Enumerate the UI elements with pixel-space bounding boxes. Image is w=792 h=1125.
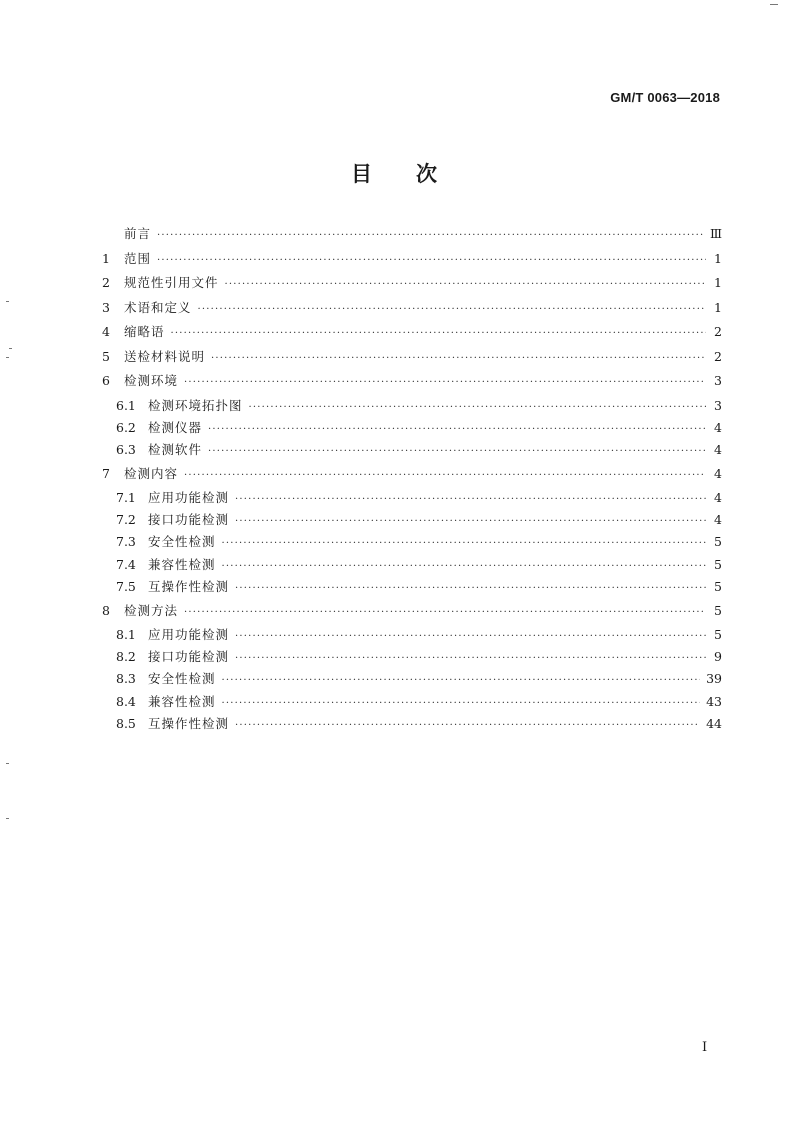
toc-entry-number: 3: [102, 299, 110, 315]
toc-entry-label: 互操作性检测: [148, 715, 230, 731]
toc-entry-label: 送检材料说明: [124, 348, 206, 364]
scan-speck: [6, 818, 9, 819]
toc-entry-label: 检测环境: [124, 373, 179, 388]
scan-speck: [6, 357, 9, 358]
toc-subentry[interactable]: [102, 625, 722, 647]
toc-subentry[interactable]: [102, 669, 722, 691]
toc-entry-number: 8: [102, 602, 110, 618]
toc-entry-page: 3: [714, 373, 722, 388]
toc-entry-number: 8.4: [116, 693, 136, 709]
toc-entry-page: 1: [714, 299, 722, 315]
toc-entry-label: 应用功能检测: [148, 627, 230, 643]
dot-leader: [184, 607, 706, 621]
toc-entry-number: 6: [102, 373, 110, 388]
toc-entry-label: 规范性引用文件: [124, 275, 219, 290]
dot-leader: [225, 279, 706, 293]
toc-subentry[interactable]: [102, 577, 722, 599]
toc-entry-label: 缩略语: [124, 324, 165, 339]
toc-entry-number: 7.1: [116, 490, 136, 506]
dot-leader: [184, 377, 706, 391]
page-title: 目次: [351, 162, 481, 186]
toc-entry[interactable]: [102, 347, 722, 372]
scan-speck: [770, 4, 778, 5]
toc-entry-number: 8.2: [116, 649, 136, 665]
dot-leader: [235, 653, 706, 667]
toc-subentry[interactable]: [102, 488, 722, 510]
toc-entry-page: 2: [714, 348, 722, 364]
toc-entry-number: 4: [102, 324, 110, 339]
dot-leader: [249, 402, 706, 416]
toc-entry[interactable]: [102, 601, 722, 626]
toc-entry-number: 6.2: [116, 419, 136, 435]
dot-leader: [184, 470, 706, 484]
toc-entry-page: 44: [706, 715, 722, 731]
toc-entry[interactable]: [102, 224, 722, 249]
toc-entry-label: 互操作性检测: [148, 578, 230, 594]
toc-entry-page: 1: [714, 275, 722, 290]
toc-entry-number: 2: [102, 275, 110, 290]
toc-entry-page: 4: [714, 419, 722, 435]
toc-subentry[interactable]: [102, 396, 722, 418]
toc-entry-number: 6.3: [116, 441, 136, 457]
toc-subentry[interactable]: [102, 418, 722, 440]
toc-entry-label: 接口功能检测: [148, 512, 230, 528]
toc-entry-label: 范围: [124, 250, 152, 266]
toc-subentry[interactable]: [102, 510, 722, 532]
toc-entry-label: 检测方法: [124, 602, 179, 618]
dot-leader: [157, 230, 704, 244]
toc-entry-number: 7.3: [116, 534, 136, 550]
toc-entry-number: 6.1: [116, 397, 136, 413]
dot-leader: [171, 328, 706, 342]
dot-leader: [235, 720, 700, 734]
page-folio: I: [702, 1040, 708, 1055]
toc-entry[interactable]: [102, 273, 722, 298]
dot-leader: [235, 583, 706, 597]
dot-leader: [222, 561, 706, 575]
toc-entry-number: 8.1: [116, 627, 136, 643]
scan-speck: [9, 348, 12, 349]
document-code: GM/T 0063—2018: [610, 90, 720, 105]
toc-entry-number: 8.5: [116, 715, 136, 731]
toc-entry-label: 检测内容: [124, 465, 179, 481]
toc-entry-number: 7.2: [116, 512, 136, 528]
toc-entry-number: 5: [102, 348, 110, 364]
toc-subentry[interactable]: [102, 532, 722, 554]
toc-entry-page: 1: [714, 250, 722, 266]
toc-entry-page: 5: [714, 627, 722, 643]
toc-subentry[interactable]: [102, 440, 722, 462]
toc-entry-label: 兼容性检测: [148, 556, 216, 572]
toc-entry-label: 兼容性检测: [148, 693, 216, 709]
dot-leader: [208, 446, 706, 460]
toc-entry-page: 3: [714, 397, 722, 413]
toc-entry-page: 43: [706, 693, 722, 709]
dot-leader: [211, 353, 706, 367]
toc-entry-label: 应用功能检测: [148, 490, 230, 506]
toc-entry-page: Ⅲ: [709, 226, 722, 241]
toc-entry-number: 7.5: [116, 578, 136, 594]
toc-entry-page: 39: [706, 671, 722, 687]
toc-entry-page: 5: [714, 556, 722, 572]
dot-leader: [198, 304, 706, 318]
toc-entry-label: 术语和定义: [124, 299, 192, 315]
toc-entry[interactable]: [102, 464, 722, 489]
scan-speck: [6, 301, 9, 302]
toc-entry-number: 8.3: [116, 671, 136, 687]
toc-entry-page: 4: [714, 512, 722, 528]
dot-leader: [222, 538, 706, 552]
toc-subentry[interactable]: [102, 647, 722, 669]
scan-speck: [6, 763, 9, 764]
toc-entry-label: 检测环境拓扑图: [148, 397, 243, 413]
toc-entry-page: 4: [714, 490, 722, 506]
toc-entry[interactable]: [102, 371, 722, 396]
table-of-contents: [102, 224, 722, 736]
toc-entry-page: 4: [714, 465, 722, 481]
toc-subentry[interactable]: [102, 692, 722, 714]
dot-leader: [222, 698, 701, 712]
dot-leader: [235, 631, 706, 645]
toc-entry[interactable]: [102, 249, 722, 274]
dot-leader: [222, 675, 701, 689]
toc-entry-label: 安全性检测: [148, 534, 216, 550]
toc-subentry[interactable]: [102, 555, 722, 577]
toc-entry-page: 5: [714, 602, 722, 618]
toc-entry[interactable]: [102, 322, 722, 347]
toc-entry-label: 接口功能检测: [148, 649, 230, 665]
toc-entry-number: 1: [102, 250, 110, 266]
toc-entry-number: 7.4: [116, 556, 136, 572]
toc-entry-number: 7: [102, 465, 110, 481]
toc-entry-page: 4: [714, 441, 722, 457]
toc-entry[interactable]: [102, 298, 722, 323]
toc-entry-page: 9: [714, 649, 722, 665]
dot-leader: [235, 494, 706, 508]
toc-entry-page: 5: [714, 578, 722, 594]
toc-entry-page: 2: [714, 324, 722, 339]
toc-subentry[interactable]: [102, 714, 722, 736]
toc-entry-page: 5: [714, 534, 722, 550]
dot-leader: [208, 424, 706, 438]
dot-leader: [157, 255, 706, 269]
dot-leader: [235, 516, 706, 530]
toc-entry-label: 安全性检测: [148, 671, 216, 687]
toc-entry-label: 前言: [124, 226, 152, 241]
toc-entry-label: 检测软件: [148, 441, 203, 457]
toc-entry-label: 检测仪器: [148, 419, 203, 435]
